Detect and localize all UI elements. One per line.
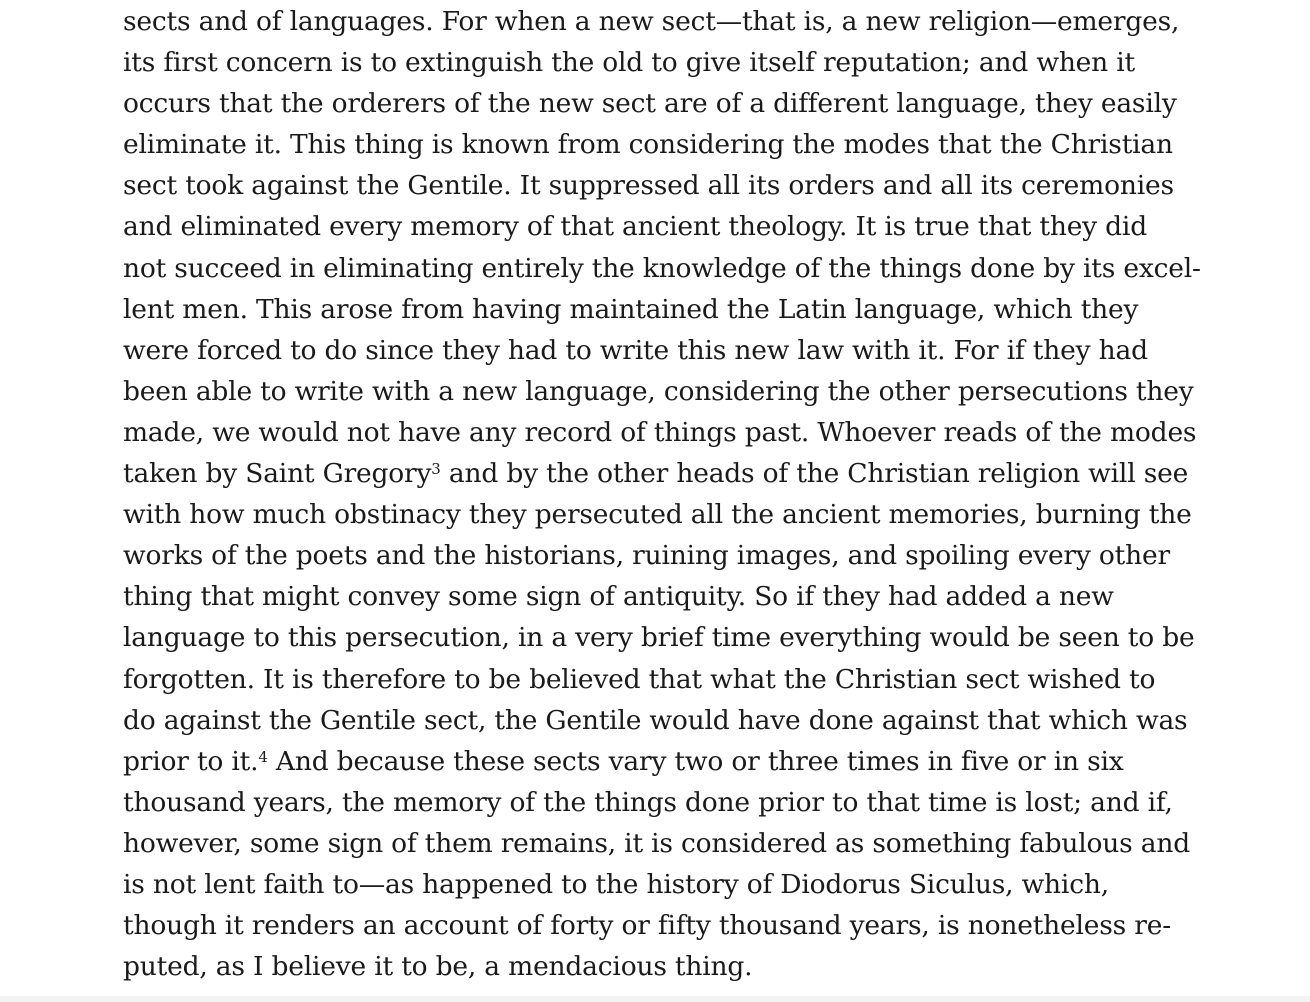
- text-line-19-end: And because these sects vary two or three times in five or in six: [267, 745, 1124, 777]
- text-line-14: works of the poets and the historians, ruining images, and spoiling every other: [123, 540, 1170, 572]
- text-line-6: and eliminated every memory of that ancient theology. It is true that they did: [123, 211, 1147, 243]
- text-line-16: language to this persecution, in a very brief time everything would be seen to be: [123, 622, 1195, 654]
- text-line-8: lent men. This arose from having maintained the Latin language, which they: [123, 293, 1139, 325]
- text-line-18: do against the Gentile sect, the Gentile would have done against that which was: [123, 704, 1188, 736]
- text-line-12: [123, 453, 1189, 494]
- text-line-12-end: and by the other heads of the Christian religion will see: [440, 458, 1189, 490]
- text-line-17: forgotten. It is therefore to be believed that what the Christian sect wished to: [123, 663, 1156, 695]
- text-line-22: is not lent faith to—as happened to the history of Diodorus Siculus, which,: [123, 868, 1109, 900]
- text-line-23: though it renders an account of forty or fifty thousand years, is nonetheless re-: [123, 910, 1171, 942]
- text-line-4: eliminate it. This thing is known from considering the modes that the Christian: [123, 129, 1173, 161]
- text-line-19-start: prior to it.: [123, 745, 259, 777]
- text-line-3: occurs that the orderers of the new sect are of a different language, they easily: [123, 88, 1177, 120]
- footnote-marker-3[interactable]: 3: [431, 459, 441, 478]
- text-line-20: thousand years, the memory of the things done prior to that time is lost; and if,: [123, 786, 1173, 818]
- text-line-2: its first concern is to extinguish the old to give itself reputation; and when it: [123, 47, 1135, 79]
- text-line-9: were forced to do since they had to write this new law with it. For if they had: [123, 334, 1148, 366]
- text-line-12-start: taken by Saint Gregory: [123, 458, 432, 490]
- footnote-marker-4[interactable]: 4: [258, 747, 268, 766]
- page-bottom-edge: [0, 996, 1310, 1002]
- text-line-5: sect took against the Gentile. It suppressed all its orders and all its ceremonies: [123, 170, 1174, 202]
- text-line-13: with how much obstinacy they persecuted all the ancient memories, burning the: [123, 499, 1192, 531]
- text-line-10: been able to write with a new language, considering the other persecutions they: [123, 375, 1194, 407]
- text-line-21: however, some sign of them remains, it is considered as something fabulous and: [123, 827, 1190, 859]
- text-line-1: sects and of languages. For when a new sect—that is, a new religion—emerges,: [123, 6, 1180, 37]
- text-line-19: [123, 741, 1124, 782]
- text-line-7: not succeed in eliminating entirely the knowledge of the things done by its excel-: [123, 252, 1201, 284]
- document-page: [123, 1, 1201, 987]
- text-line-24: puted, as I believe it to be, a mendacious thing.: [123, 951, 753, 983]
- text-line-11: made, we would not have any record of things past. Whoever reads of the modes: [123, 416, 1197, 448]
- text-line-15: thing that might convey some sign of antiquity. So if they had added a new: [123, 581, 1114, 613]
